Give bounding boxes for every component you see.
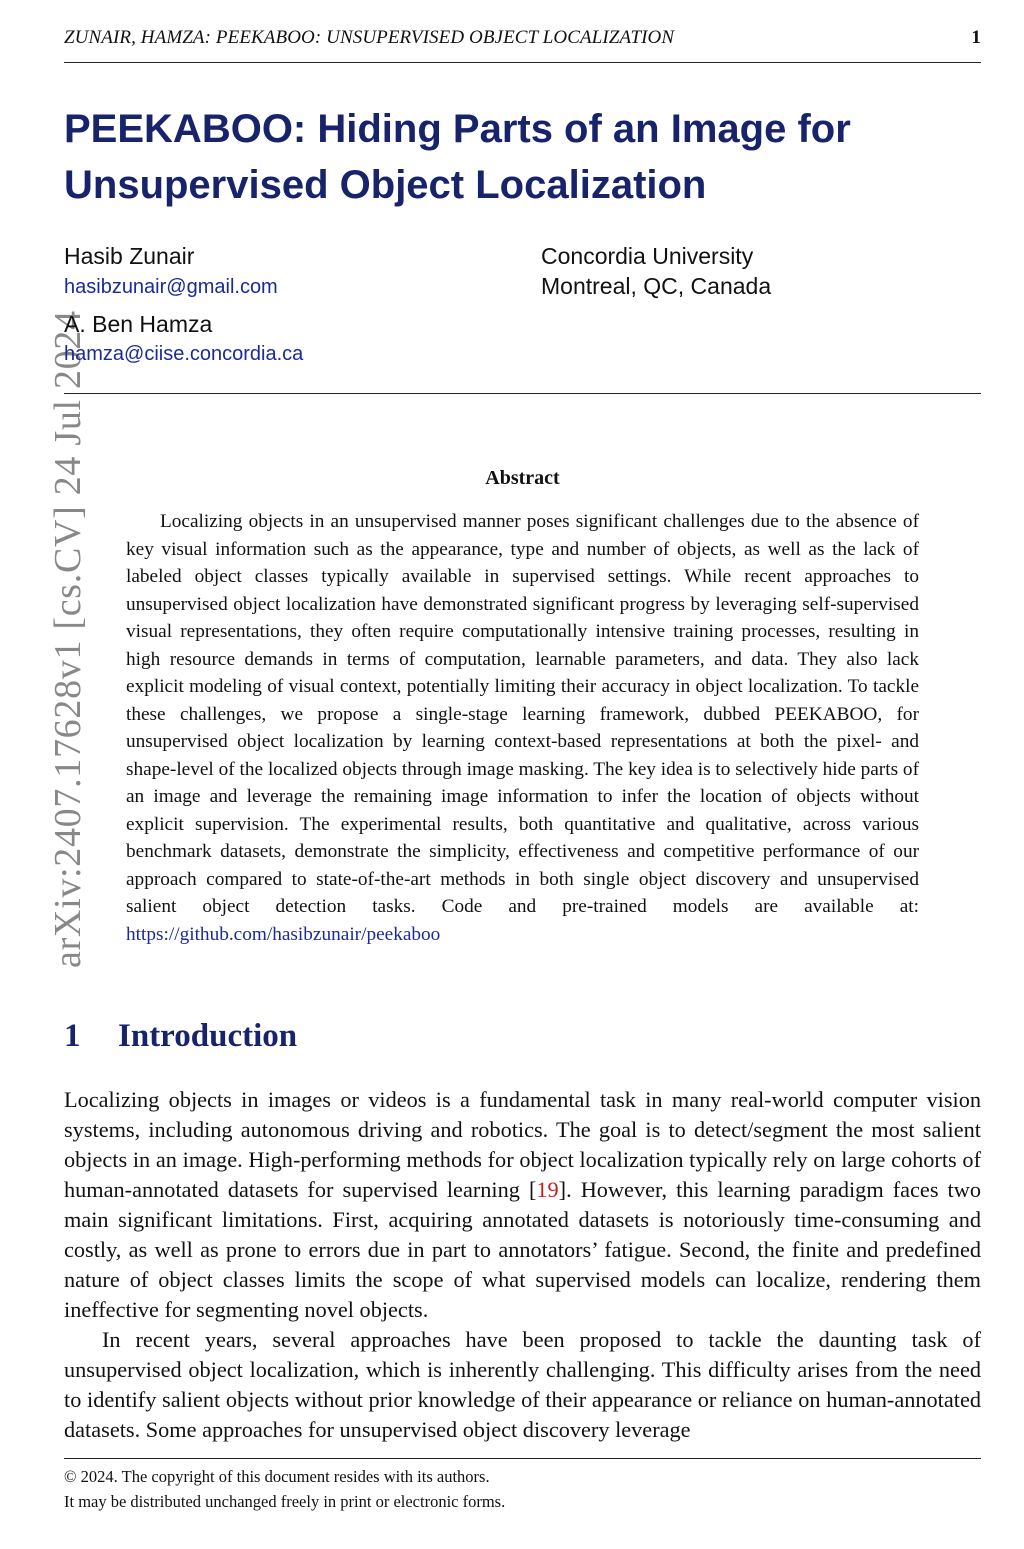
citation-link[interactable]: 19 xyxy=(536,1177,559,1202)
intro-p1-text-b: ]. However, this learning paradigm faces two main significant limitations. First, acquiring annotated datasets is notoriously time-consuming and costly, as well as prone to errors due in part to annotators’ fatigue. Second, the finite and predefined nature of object classes limits the scope of what supervised models can localize, rendering them ineffective for segmenting novel objects. xyxy=(64,1177,981,1322)
intro-body xyxy=(64,1085,981,1445)
header-rule xyxy=(64,62,981,63)
intro-p1-text-a: Localizing objects in images or videos is a fundamental task in many real-world computer vision systems, including autonomous driving and robotics. The goal is to detect/segment the most salient objects in an image. High-performing methods for object localization typically rely on large cohorts of human-annotated datasets for supervised learning [ xyxy=(64,1087,981,1202)
affiliation-line-2: Montreal, QC, Canada xyxy=(541,273,772,299)
title-line-1: PEEKABOO: Hiding Parts of an Image for xyxy=(64,107,851,151)
author-email-1[interactable]: hasibzunair@gmail.com xyxy=(64,276,278,298)
intro-paragraph-1 xyxy=(64,1085,981,1325)
abstract-text: Localizing objects in an unsupervised manner poses significant challenges due to the absence of key visual information such as the appearance, type and number of objects, as well as the lack of labeled object classes typically available in supervised settings. While recent approaches to unsupervised object localization have demonstrated significant progress by leveraging self-supervised visual representations, they often require computationally intensive training processes, resulting in high resource demands in terms of computation, learnable parameters, and data. They also lack explicit modeling of visual context, potentially limiting their accuracy in object localization. To tackle these challenges, we propose a single-stage learning framework, dubbed PEEKABOO, for unsupervised object localization by learning context-based representations at both the pixel- and shape-level of the localized objects through image masking. The key idea is to selectively hide parts of an image and leverage the remaining image information to infer the location of objects without explicit supervision. The experimental results, both quantitative and qualitative, across various benchmark datasets, demonstrate the simplicity, effectiveness and competitive performance of our approach compared to state-of-the-art methods in both single object discovery and unsupervised salient object detection tasks. Code and pre-trained models are available at: xyxy=(126,511,919,917)
intro-paragraph-2: In recent years, several approaches have been proposed to tackle the daunting task of unsupervised object localization, which is inherently challenging. This difficulty arises from the need to identify salient objects without prior knowledge of their appearance or reliance on human-annotated datasets. Some approaches for unsupervised object discovery leverage xyxy=(64,1327,981,1442)
paper-title xyxy=(64,101,984,213)
title-line-2: Unsupervised Object Localization xyxy=(64,163,707,207)
arxiv-stamp: arXiv:2407.17628v1 [cs.CV] 24 Jul 2024 xyxy=(47,310,89,968)
running-head xyxy=(64,27,981,53)
author-email-2[interactable]: hamza@ciise.concordia.ca xyxy=(64,343,304,365)
affiliation-line-1: Concordia University xyxy=(541,243,754,269)
section-number: 1 xyxy=(64,1018,81,1054)
abstract-heading: Abstract xyxy=(485,467,560,489)
footnote-line-2: It may be distributed unchanged freely in print or electronic forms. xyxy=(64,1491,506,1511)
author-name-2: A. Ben Hamza xyxy=(64,311,213,337)
section-heading xyxy=(64,1018,297,1055)
running-head-text: ZUNAIR, HAMZA: PEEKABOO: UNSUPERVISED OBJECT LOCALIZATION xyxy=(64,27,675,48)
code-link[interactable]: https://github.com/hasibzunair/peekaboo xyxy=(126,923,441,945)
footnote-rule xyxy=(64,1458,981,1459)
page-number: 1 xyxy=(971,27,981,48)
section-title: Introduction xyxy=(118,1018,298,1054)
copyright-footnote xyxy=(64,1465,505,1514)
abstract-body xyxy=(126,508,919,948)
author-rule xyxy=(64,393,981,394)
footnote-line-1: © 2024. The copyright of this document resides with its authors. xyxy=(64,1467,490,1486)
author-name-1: Hasib Zunair xyxy=(64,243,195,269)
